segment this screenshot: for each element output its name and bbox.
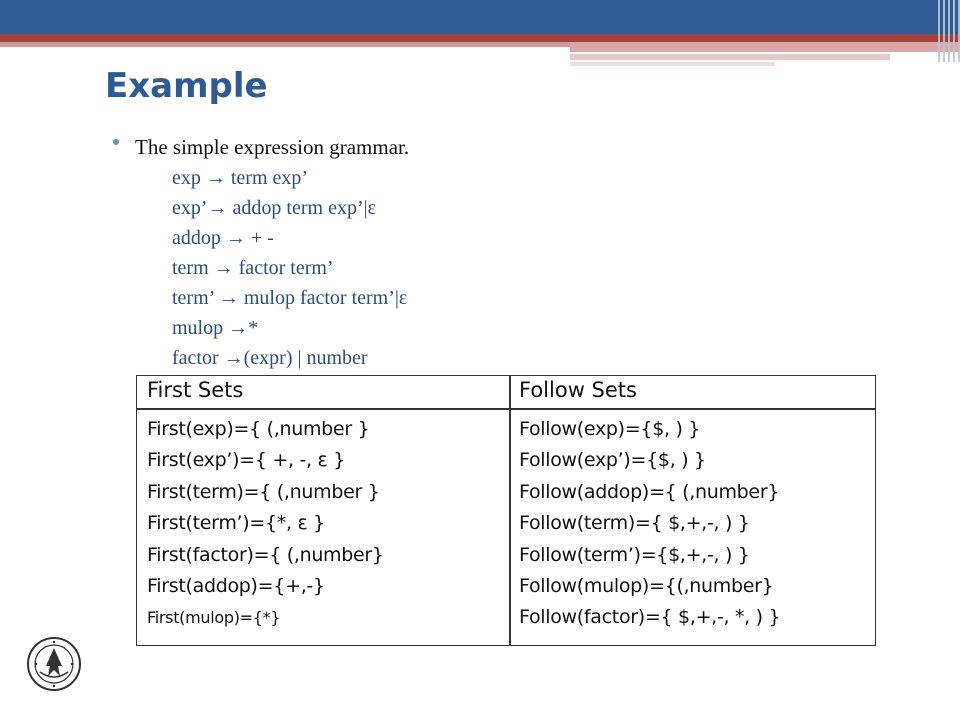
table-cell: First(factor)={ (,number} — [147, 543, 384, 566]
header-band-pink — [570, 42, 960, 52]
grammar-rules — [172, 163, 407, 373]
follow-sets-column — [519, 414, 780, 634]
header-band-red-thin — [0, 42, 570, 47]
table-cell: Follow(exp’)={$, ) } — [519, 449, 706, 472]
table-header-follow: Follow Sets — [519, 378, 637, 402]
table-cell: First(exp)={ (,number } — [147, 418, 370, 440]
header-band-pink-3 — [570, 62, 775, 66]
table-cell: Follow(term’)={$,+,-, ) } — [519, 543, 750, 566]
grammar-rule: addop → + - — [172, 227, 274, 249]
grammar-rule: factor →(expr) | number — [172, 347, 368, 369]
table-cell: First(mulop)={*} — [147, 608, 281, 628]
bullet-icon — [113, 139, 119, 145]
slide-title: Example — [105, 66, 268, 106]
table-header-first: First Sets — [147, 378, 244, 402]
table-cell: First(addop)={+,-} — [147, 574, 325, 597]
table-cell: Follow(factor)={ $,+,-, *, ) } — [519, 606, 781, 629]
table-cell: First(term’)={*, ε } — [147, 512, 325, 535]
grammar-rule: mulop →* — [172, 317, 259, 339]
grammar-rule: term’ → mulop factor term’|ε — [172, 287, 408, 309]
header-stripes — [920, 0, 960, 62]
grammar-rule: exp’→ addop term exp’|ε — [172, 197, 377, 219]
grammar-rule: exp → term exp’ — [172, 167, 309, 189]
first-sets-column — [147, 414, 384, 634]
table-cell: First(term)={ (,number } — [147, 480, 380, 503]
table-cell: First(exp’)={ +, -, ε } — [147, 449, 345, 472]
table-cell: Follow(exp)={$, ) } — [519, 418, 701, 440]
header-band-red — [0, 34, 960, 42]
header-band — [0, 0, 960, 70]
table-cell: Follow(term)={ $,+,-, ) } — [519, 512, 750, 535]
table-cell: Follow(addop)={ (,number} — [519, 480, 780, 503]
table-cell: Follow(mulop)={(,number} — [519, 574, 774, 597]
table-divider-horizontal — [137, 408, 875, 410]
bullet-text: The simple expression grammar. — [135, 135, 410, 159]
first-follow-table — [136, 375, 876, 646]
header-band-pink-2 — [570, 54, 890, 60]
university-seal-icon — [26, 636, 82, 692]
header-band-blue — [0, 0, 960, 34]
grammar-rule: term → factor term’ — [172, 257, 334, 279]
table-divider-vertical — [509, 376, 511, 645]
